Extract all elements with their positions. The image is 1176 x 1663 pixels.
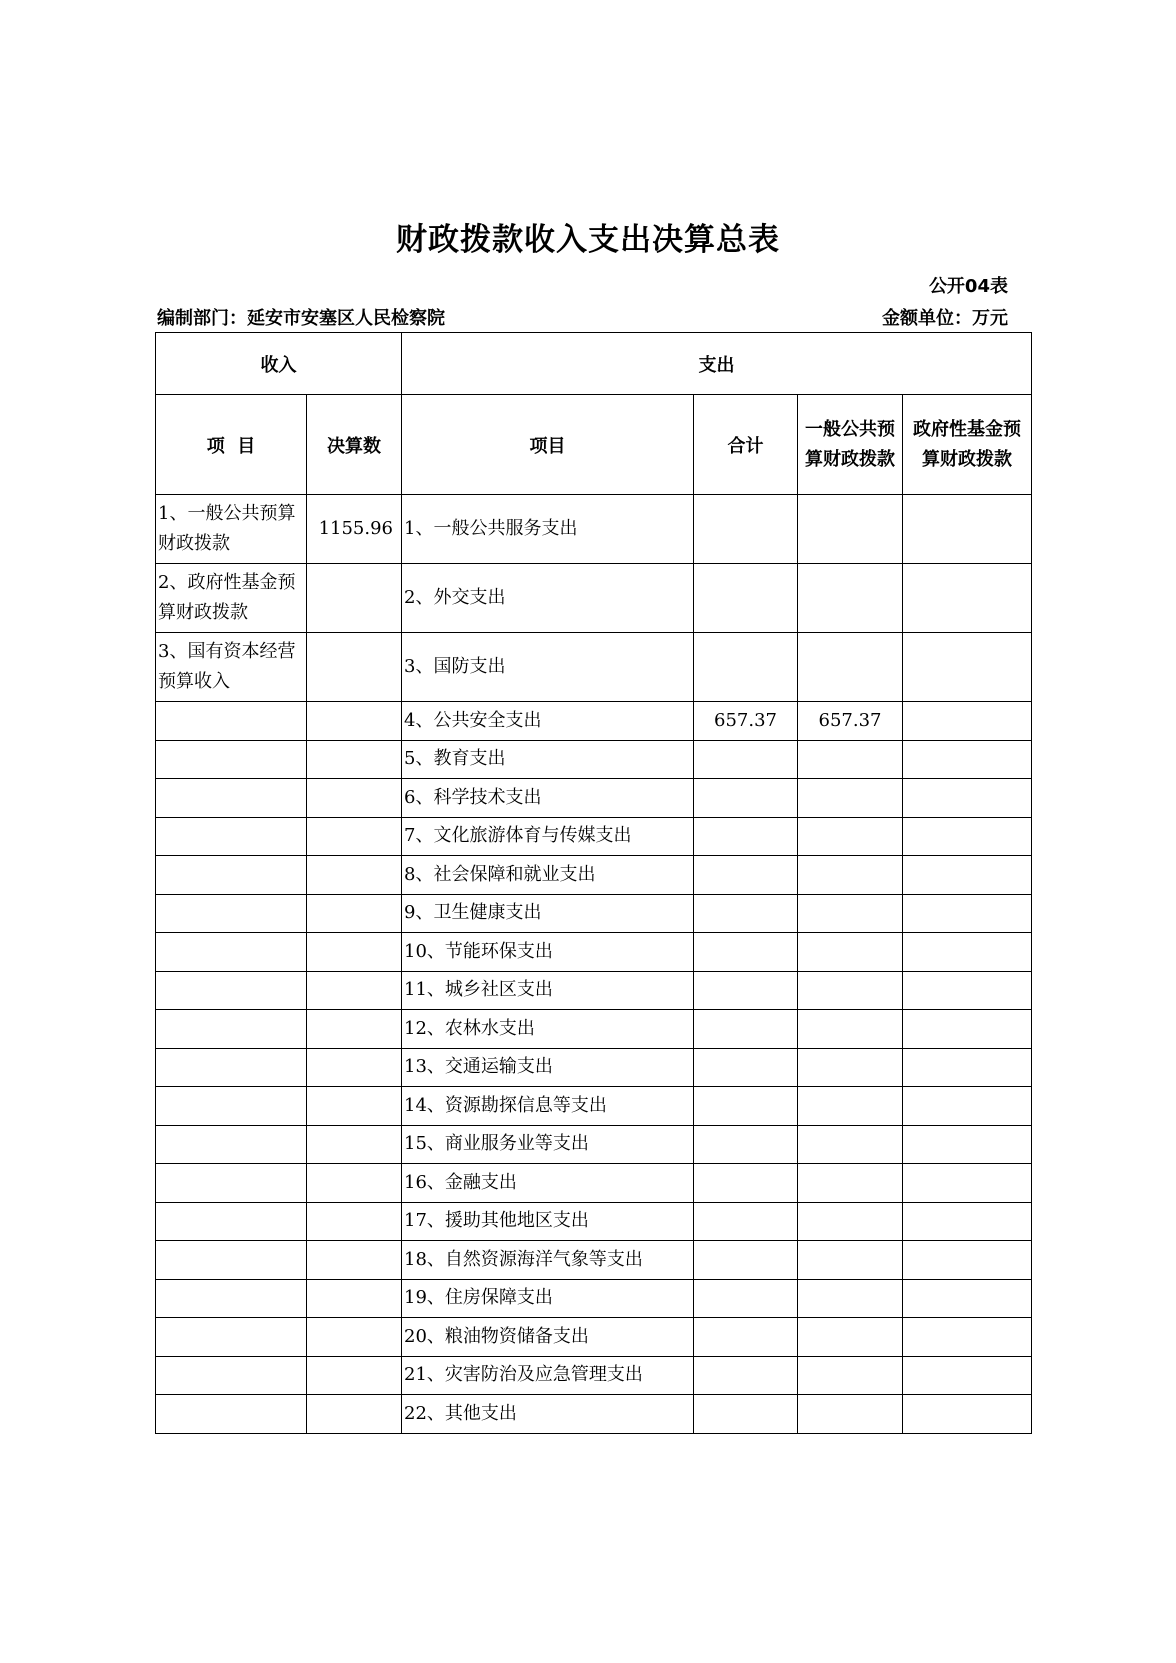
gov-fund-cell (903, 1010, 1032, 1049)
expense-item-cell: 8、社会保障和就业支出 (402, 856, 694, 895)
total-cell (694, 564, 798, 633)
gov-fund-cell (903, 1318, 1032, 1357)
income-item-cell (156, 1010, 307, 1049)
gov-fund-header: 政府性基金预算财政拨款 (903, 395, 1032, 495)
table-row (156, 1164, 1032, 1203)
income-item-cell (156, 1125, 307, 1164)
income-amount-cell (307, 1202, 402, 1241)
table-row (156, 740, 1032, 779)
gov-fund-cell (903, 1202, 1032, 1241)
gov-fund-cell (903, 933, 1032, 972)
income-item-cell: 1、一般公共预算财政拨款 (156, 495, 307, 564)
gov-fund-cell (903, 779, 1032, 818)
income-item-cell (156, 702, 307, 741)
income-amount-cell (307, 971, 402, 1010)
total-cell (694, 1048, 798, 1087)
expense-item-header: 项目 (402, 395, 694, 495)
income-item-cell (156, 1318, 307, 1357)
amount-unit: 金额单位：万元 (882, 308, 1008, 329)
income-amount-cell (307, 1356, 402, 1395)
income-item-cell (156, 1279, 307, 1318)
total-cell (694, 1164, 798, 1203)
gov-fund-cell (903, 856, 1032, 895)
general-budget-cell (798, 856, 903, 895)
general-budget-cell (798, 495, 903, 564)
total-cell (694, 856, 798, 895)
expense-item-cell: 5、教育支出 (402, 740, 694, 779)
fiscal-summary-table (155, 332, 1032, 1434)
income-amount-cell (307, 1048, 402, 1087)
expense-item-cell: 22、其他支出 (402, 1395, 694, 1434)
income-item-cell (156, 933, 307, 972)
general-budget-cell (798, 1087, 903, 1126)
general-budget-cell (798, 1279, 903, 1318)
table-row (156, 933, 1032, 972)
gov-fund-cell (903, 633, 1032, 702)
table-row (156, 1356, 1032, 1395)
general-budget-cell (798, 1202, 903, 1241)
income-item-header: 项 目 (156, 395, 307, 495)
income-amount-cell (307, 1010, 402, 1049)
income-amount-cell: 1155.96 (307, 495, 402, 564)
income-item-cell (156, 1048, 307, 1087)
page-title: 财政拨款收入支出决算总表 (396, 222, 780, 258)
general-budget-header: 一般公共预算财政拨款 (798, 395, 903, 495)
total-cell (694, 1087, 798, 1126)
table-row (156, 702, 1032, 741)
general-budget-cell (798, 1125, 903, 1164)
table-row (156, 1125, 1032, 1164)
table-row (156, 971, 1032, 1010)
gov-fund-cell (903, 495, 1032, 564)
total-cell (694, 1395, 798, 1434)
expense-item-cell: 4、公共安全支出 (402, 702, 694, 741)
expense-item-cell: 19、住房保障支出 (402, 1279, 694, 1318)
income-item-cell (156, 1395, 307, 1434)
income-amount-cell (307, 702, 402, 741)
income-amount-cell (307, 894, 402, 933)
gov-fund-cell (903, 1087, 1032, 1126)
general-budget-cell (798, 564, 903, 633)
general-budget-cell (798, 1318, 903, 1357)
expense-item-cell: 17、援助其他地区支出 (402, 1202, 694, 1241)
income-item-cell (156, 1241, 307, 1280)
table-row (156, 894, 1032, 933)
income-item-cell: 2、政府性基金预算财政拨款 (156, 564, 307, 633)
table-row (156, 564, 1032, 633)
income-amount-cell (307, 817, 402, 856)
total-cell (694, 971, 798, 1010)
total-cell (694, 1356, 798, 1395)
gov-fund-cell (903, 1164, 1032, 1203)
table-row (156, 817, 1032, 856)
income-amount-cell (307, 856, 402, 895)
income-amount-cell (307, 1395, 402, 1434)
gov-fund-cell (903, 1395, 1032, 1434)
general-budget-cell (798, 1164, 903, 1203)
general-budget-cell (798, 1356, 903, 1395)
form-number: 公开04表 (928, 276, 1008, 297)
total-header: 合计 (694, 395, 798, 495)
gov-fund-cell (903, 702, 1032, 741)
table-row (156, 1241, 1032, 1280)
income-amount-cell (307, 1279, 402, 1318)
expense-item-cell: 15、商业服务业等支出 (402, 1125, 694, 1164)
total-cell (694, 933, 798, 972)
income-amount-cell (307, 1125, 402, 1164)
table-row (156, 856, 1032, 895)
expense-item-cell: 16、金融支出 (402, 1164, 694, 1203)
income-item-cell (156, 1202, 307, 1241)
department: 编制部门：延安市安塞区人民检察院 (157, 308, 445, 329)
gov-fund-cell (903, 1048, 1032, 1087)
expense-item-cell: 7、文化旅游体育与传媒支出 (402, 817, 694, 856)
income-item-cell (156, 1087, 307, 1126)
income-amount-cell (307, 933, 402, 972)
income-item-cell (156, 1164, 307, 1203)
expense-item-cell: 14、资源勘探信息等支出 (402, 1087, 694, 1126)
total-cell (694, 817, 798, 856)
general-budget-cell (798, 1395, 903, 1434)
general-budget-cell (798, 1241, 903, 1280)
income-amount-cell (307, 740, 402, 779)
general-budget-cell: 657.37 (798, 702, 903, 741)
gov-fund-cell (903, 1125, 1032, 1164)
expense-item-cell: 1、一般公共服务支出 (402, 495, 694, 564)
gov-fund-cell (903, 1241, 1032, 1280)
table-row (156, 1048, 1032, 1087)
income-item-cell: 3、国有资本经营预算收入 (156, 633, 307, 702)
income-amount-cell (307, 633, 402, 702)
gov-fund-cell (903, 817, 1032, 856)
expense-item-cell: 12、农林水支出 (402, 1010, 694, 1049)
general-budget-cell (798, 971, 903, 1010)
table-row (156, 1279, 1032, 1318)
final-amount-header: 决算数 (307, 395, 402, 495)
income-amount-cell (307, 1241, 402, 1280)
expense-item-cell: 11、城乡社区支出 (402, 971, 694, 1010)
expense-item-cell: 13、交通运输支出 (402, 1048, 694, 1087)
general-budget-cell (798, 779, 903, 818)
general-budget-cell (798, 933, 903, 972)
income-amount-cell (307, 1318, 402, 1357)
gov-fund-cell (903, 740, 1032, 779)
expense-item-cell: 3、国防支出 (402, 633, 694, 702)
total-cell (694, 779, 798, 818)
table-row (156, 1202, 1032, 1241)
income-item-cell (156, 779, 307, 818)
income-amount-cell (307, 1087, 402, 1126)
table-row (156, 1010, 1032, 1049)
general-budget-cell (798, 1048, 903, 1087)
income-item-cell (156, 856, 307, 895)
table-row (156, 1087, 1032, 1126)
table-body (156, 495, 1032, 1434)
total-cell (694, 495, 798, 564)
expense-item-cell: 21、灾害防治及应急管理支出 (402, 1356, 694, 1395)
income-amount-cell (307, 564, 402, 633)
table-row (156, 633, 1032, 702)
table-row (156, 1318, 1032, 1357)
income-header: 收入 (156, 333, 402, 395)
total-cell (694, 1202, 798, 1241)
expense-header: 支出 (402, 333, 1032, 395)
expense-item-cell: 6、科学技术支出 (402, 779, 694, 818)
income-item-cell (156, 1356, 307, 1395)
total-cell (694, 894, 798, 933)
total-cell (694, 1010, 798, 1049)
total-cell (694, 1125, 798, 1164)
gov-fund-cell (903, 1279, 1032, 1318)
general-budget-cell (798, 633, 903, 702)
income-item-cell (156, 971, 307, 1010)
income-item-cell (156, 817, 307, 856)
expense-item-cell: 10、节能环保支出 (402, 933, 694, 972)
expense-item-cell: 20、粮油物资储备支出 (402, 1318, 694, 1357)
income-item-cell (156, 894, 307, 933)
income-amount-cell (307, 1164, 402, 1203)
gov-fund-cell (903, 894, 1032, 933)
total-cell (694, 1318, 798, 1357)
gov-fund-cell (903, 564, 1032, 633)
gov-fund-cell (903, 971, 1032, 1010)
total-cell (694, 1241, 798, 1280)
general-budget-cell (798, 1010, 903, 1049)
general-budget-cell (798, 894, 903, 933)
general-budget-cell (798, 740, 903, 779)
expense-item-cell: 2、外交支出 (402, 564, 694, 633)
total-cell (694, 1279, 798, 1318)
table-row (156, 779, 1032, 818)
total-cell: 657.37 (694, 702, 798, 741)
income-amount-cell (307, 779, 402, 818)
total-cell (694, 633, 798, 702)
income-item-cell (156, 740, 307, 779)
total-cell (694, 740, 798, 779)
expense-item-cell: 18、自然资源海洋气象等支出 (402, 1241, 694, 1280)
general-budget-cell (798, 817, 903, 856)
gov-fund-cell (903, 1356, 1032, 1395)
table-row (156, 1395, 1032, 1434)
expense-item-cell: 9、卫生健康支出 (402, 894, 694, 933)
table-row (156, 495, 1032, 564)
